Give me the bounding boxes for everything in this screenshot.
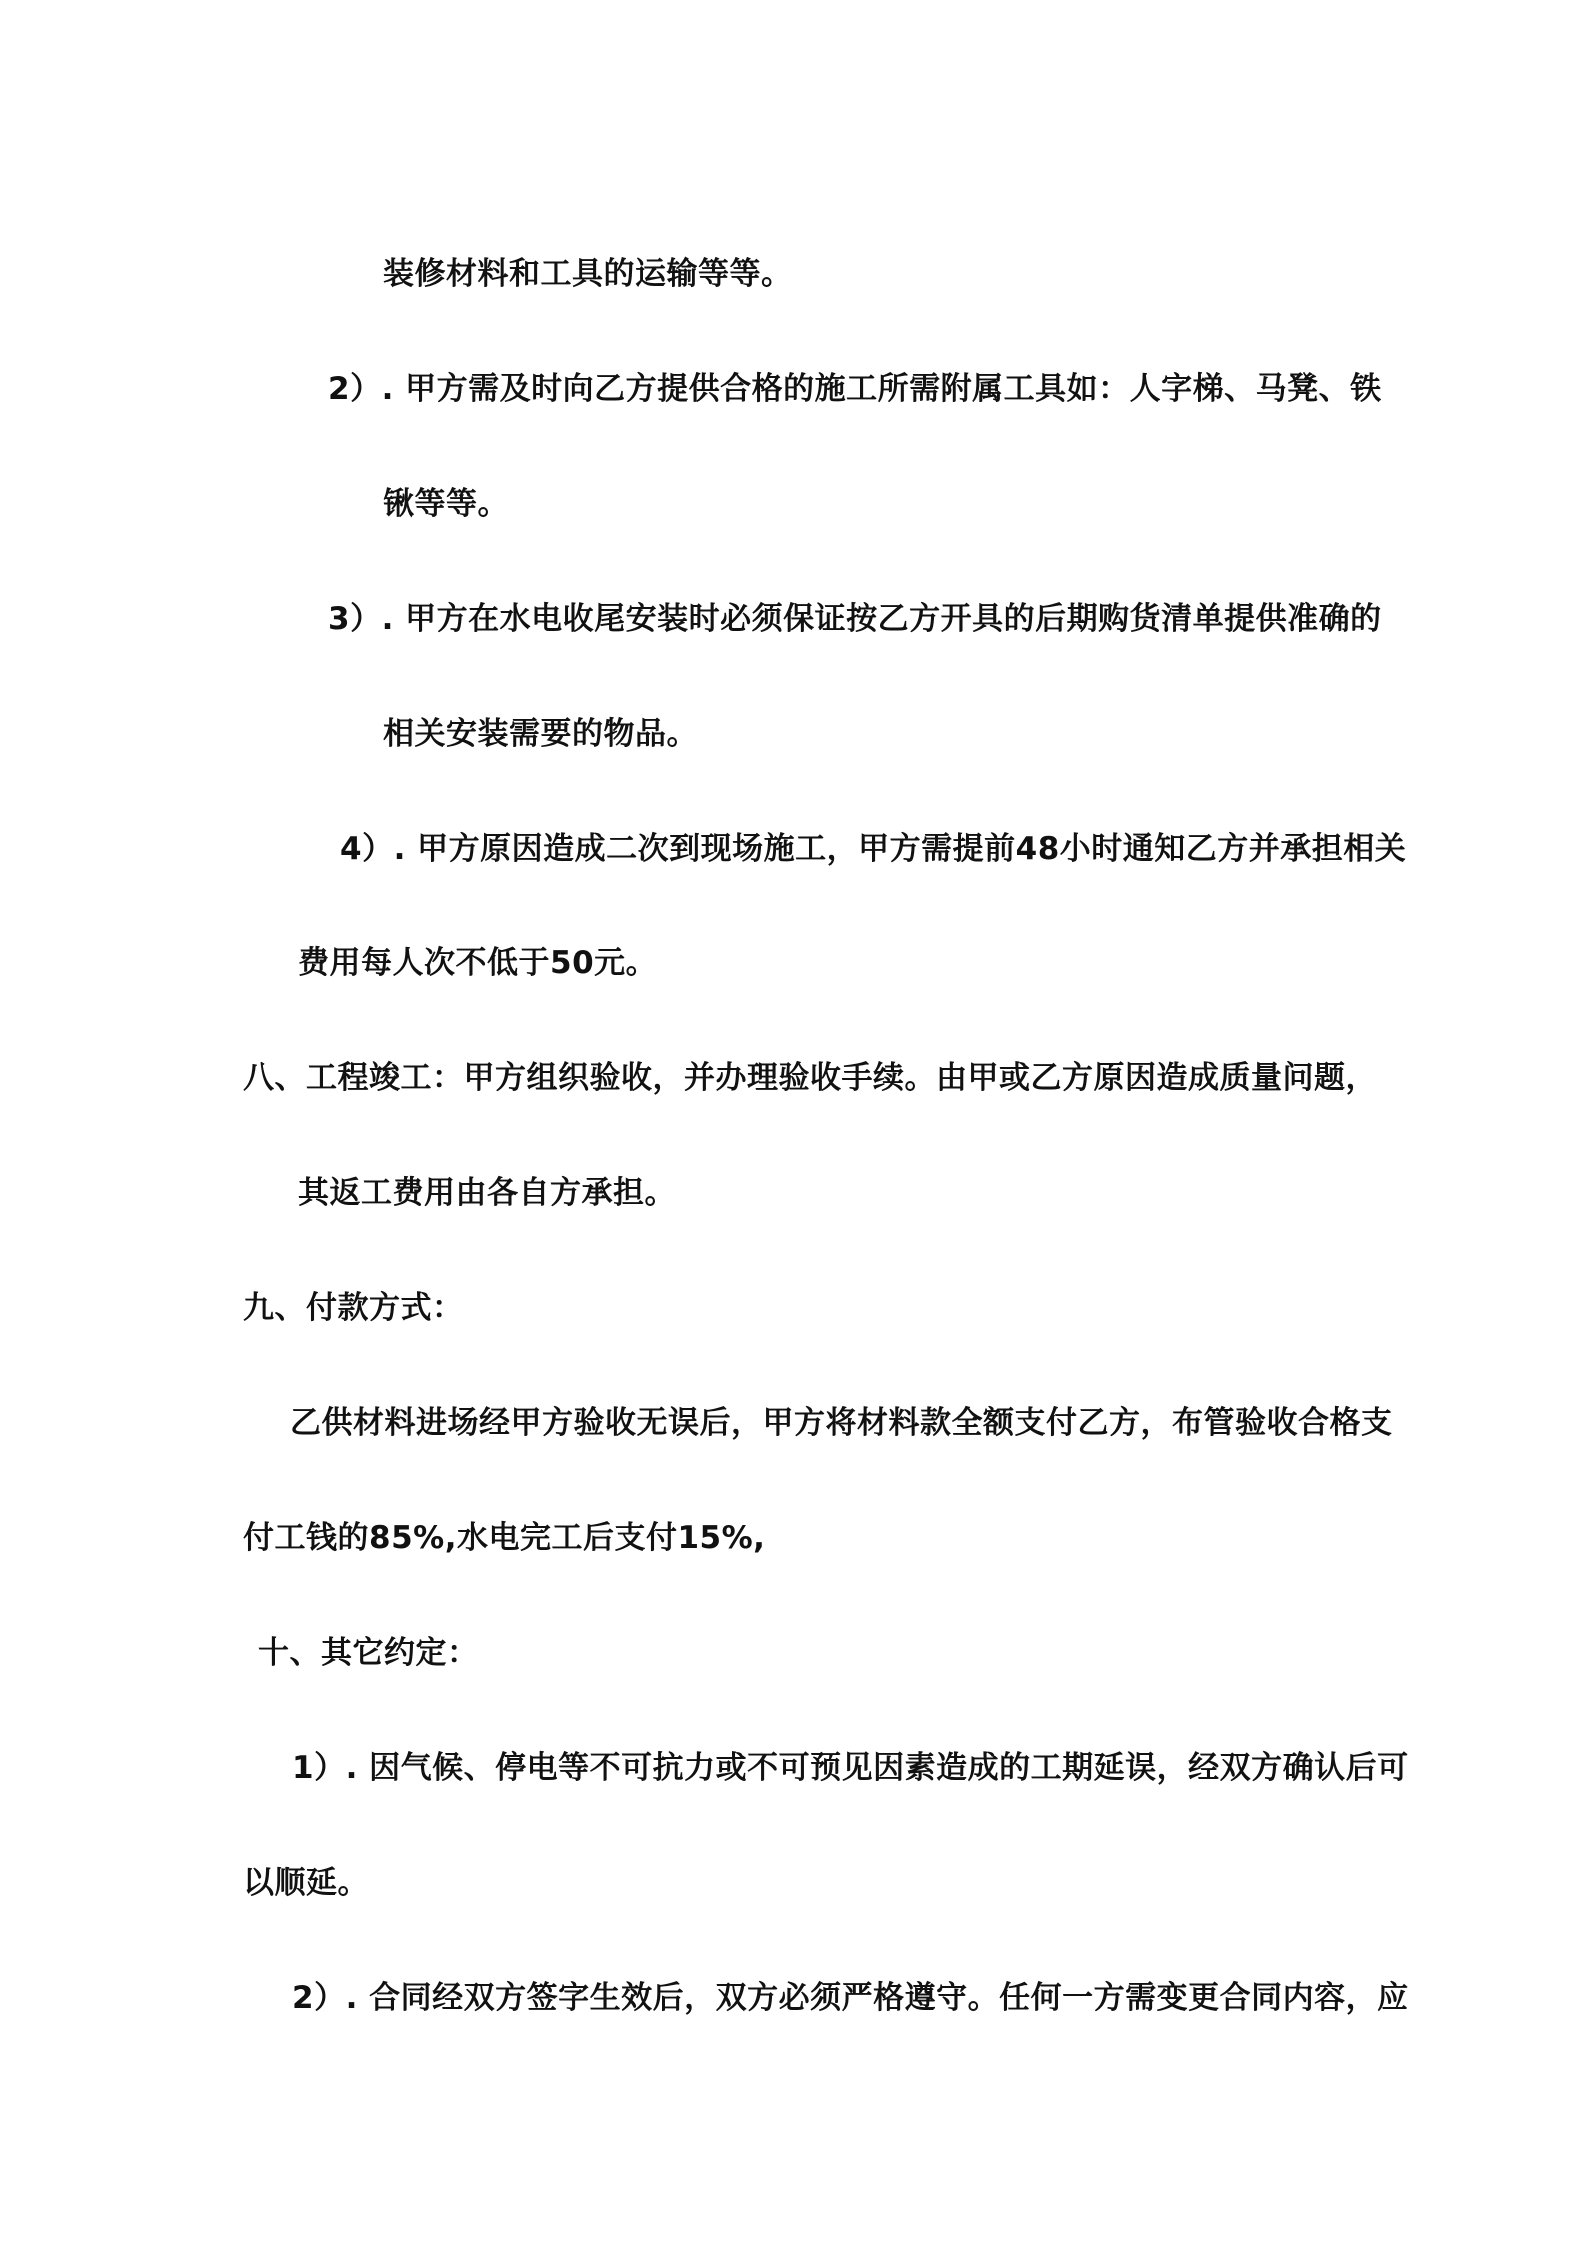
text-line: 十、其它约定： (258, 1635, 479, 1671)
text-line: 装修材料和工具的运输等等。 (383, 256, 793, 292)
text-line: 1）. 因气候、停电等不可抗力或不可预见因素造成的工期延误，经双方确认后可 (292, 1750, 1409, 1786)
text-line: 相关安装需要的物品。 (383, 716, 698, 752)
text-line: 九、付款方式： (243, 1290, 464, 1326)
text-line: 2）. 甲方需及时向乙方提供合格的施工所需附属工具如：人字梯、马凳、铁 (328, 371, 1382, 407)
text-line: 乙供材料进场经甲方验收无误后，甲方将材料款全额支付乙方，布管验收合格支 (290, 1405, 1393, 1441)
text-line: 费用每人次不低于50元。 (298, 945, 658, 981)
text-line: 锹等等。 (383, 486, 509, 522)
text-line: 3）. 甲方在水电收尾安装时必须保证按乙方开具的后期购货清单提供准确的 (328, 601, 1382, 637)
text-line: 付工钱的85%,水电完工后支付15%, (243, 1520, 766, 1556)
text-line: 4）. 甲方原因造成二次到现场施工，甲方需提前48小时通知乙方并承担相关 (340, 831, 1407, 867)
text-line: 八、工程竣工：甲方组织验收，并办理验收手续。由甲或乙方原因造成质量问题， (243, 1060, 1377, 1096)
text-line: 其返工费用由各自方承担。 (298, 1175, 676, 1211)
text-line: 以顺延。 (243, 1865, 369, 1901)
text-line: 2）. 合同经双方签字生效后，双方必须严格遵守。任何一方需变更合同内容，应 (292, 1980, 1409, 2016)
